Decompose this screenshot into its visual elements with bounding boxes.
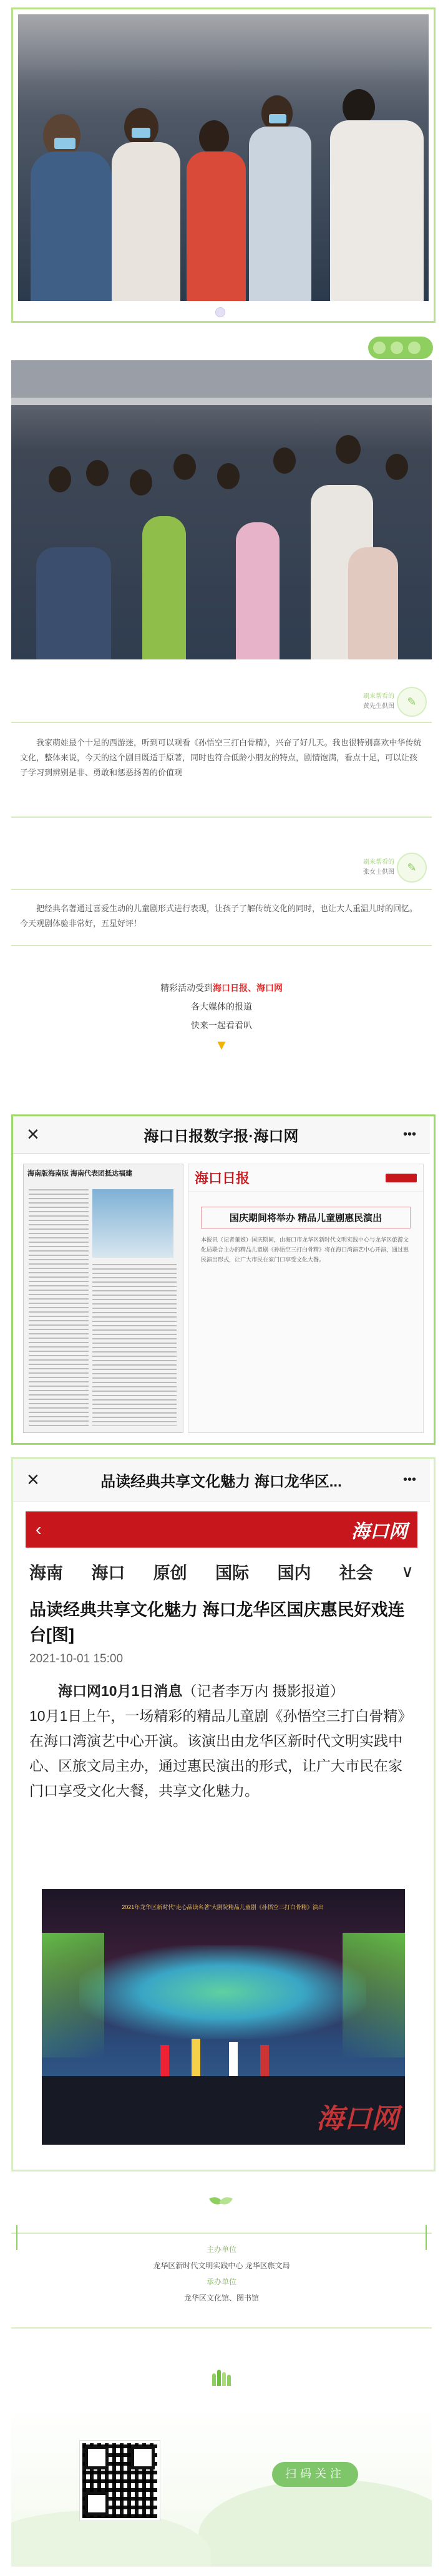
nav-item-hainan[interactable]: 海南 (29, 1563, 63, 1582)
avatar-badge-icon: ✎ (397, 687, 427, 717)
promo-line-3: 快来一起看看叭 (191, 1020, 252, 1030)
close-icon[interactable]: × (27, 1468, 39, 1491)
watermark: 海口网 (316, 2103, 399, 2135)
undertaker-label: 承办单位 (206, 2277, 236, 2286)
quote-2-name-label: 刷来帮看的 (363, 859, 394, 866)
page-title: 品读经典共享文化魅力 海口龙华区... (100, 1473, 342, 1490)
follow-button[interactable] (272, 2462, 358, 2487)
quote-2-text: 把经典名著通过喜爱生动的儿童剧形式进行表现，让孩子了解传统文化的同时，也让大人重温儿时的回忆。今天观剧体验非常好，五星好评！ (20, 904, 418, 928)
theater-audience-photo-2 (11, 360, 432, 659)
pin-icon (16, 2225, 24, 2250)
close-icon[interactable]: × (27, 1123, 39, 1146)
body-lead: 海口网10月1日消息 (58, 1683, 183, 1699)
newspaper-page (23, 1164, 183, 1433)
carousel-dot (215, 307, 225, 317)
avatar-badge-icon: ✎ (397, 853, 427, 883)
down-arrow-icon: ▼ (215, 1037, 228, 1053)
promo-line-1: 精彩活动受到海口日报、海口网 (160, 983, 283, 993)
article-headline: 国庆期间将举办 精品儿童剧惠民演出 (201, 1207, 411, 1228)
pin-icon (419, 2225, 427, 2250)
red-tab-icon (386, 1174, 417, 1182)
more-icon[interactable]: ••• (402, 1473, 416, 1487)
body-text: 10月1日上午，一场精彩的精品儿童剧《孙悟空三打白骨精》在海口湾演艺中心开演。该演出由龙华区新时代文明实践中心、区旅文局主办，通过惠民演出的形式，让广大市民在家门口享受文化大餐，共享文化魅力。 (29, 1708, 412, 1799)
leaf-icon (210, 2194, 233, 2209)
nav-item-original[interactable]: 原创 (153, 1563, 187, 1582)
promo-line-2: 各大媒体的报道 (191, 1002, 252, 1012)
quote-2-caption: 张女士供图 (363, 869, 394, 876)
quote-2-divider (11, 889, 432, 890)
article-date: 2021-10-01 15:00 (29, 1652, 124, 1665)
chevron-down-icon[interactable]: ∨ (401, 1561, 414, 1581)
back-icon[interactable]: ‹ (36, 1520, 42, 1539)
photo-frame-1 (11, 7, 436, 323)
screenshot-haikou-daily (11, 1114, 436, 1445)
newspaper-logo: 海口日报 (195, 1171, 250, 1187)
organizer-label: 主办单位 (206, 2245, 236, 2254)
grass-icon (211, 2368, 232, 2386)
stage-banner: 2021年龙华区新时代"走心品读名著"大剧院精品儿童剧《孙悟空三打白骨精》演出 (122, 1904, 324, 1910)
quote-1-box (11, 730, 432, 810)
nav-item-society[interactable]: 社会 (339, 1563, 373, 1582)
quote-1-text: 我家萌娃最个十足的西游迷，听到可以观看《孙悟空三打白骨精》，兴奋了好几天。我也很特别喜欢中华传统文化，整体来说，今天的这个剧目既适于原著，同时也符合低龄小朋友的特点，剧情饱满，看点十足，可以让孩子学习到辨别是非、勇敢和惩恶扬善的价值观 (20, 738, 422, 777)
quote-1-name-label: 刷来帮看的 (363, 693, 394, 700)
site-logo: 海口网 (351, 1521, 407, 1543)
quote-2-box (11, 898, 432, 941)
quote-1-bottom-divider (11, 816, 432, 818)
nav-item-haikou[interactable]: 海口 (91, 1563, 125, 1582)
promo-block (0, 979, 443, 1056)
article-lead: 本报讯（记者董娘）国庆期间，由海口市龙华区新时代文明实践中心与龙华区旅游文化局联合主办的精品儿童剧《孙悟空三打白骨精》将在海口湾演艺中心开演，通过惠民演出形式，让广大市民在家门口享受文化大餐。 (201, 1237, 409, 1263)
follow-section (11, 2405, 432, 2567)
newspaper-sub-headline: 海南版海南版 海南代表团抵达福建 (27, 1170, 133, 1177)
theater-audience-photo-1 (18, 14, 429, 301)
nav-item-international[interactable]: 国际 (215, 1563, 250, 1582)
article-panel (188, 1164, 424, 1433)
nav-item-domestic[interactable]: 国内 (277, 1563, 311, 1582)
organizer: 龙华区新时代文明实践中心 龙华区旅文局 (153, 2261, 290, 2270)
page-title: 海口日报数字报·海口网 (144, 1128, 299, 1145)
quote-1-divider (11, 722, 432, 723)
site-header (26, 1511, 417, 1548)
quote-2-author (324, 853, 431, 884)
qr-code[interactable] (80, 2441, 160, 2521)
more-icon[interactable]: ••• (402, 1128, 416, 1141)
quote-2-bottom-divider (11, 945, 432, 946)
screenshot-haikou-net (11, 1457, 436, 2171)
browser-titlebar (13, 1116, 430, 1154)
article-body (29, 1678, 416, 1803)
body-reporter: （记者李万内 摄影报道） (182, 1683, 344, 1699)
promo-highlight: 海口日报、海口网 (213, 983, 283, 993)
article-title: 品读经典共享文化魅力 海口龙华区国庆惠民好戏连台[图] (29, 1601, 405, 1644)
stage-performance-photo (42, 1889, 405, 2145)
channel-nav (26, 1553, 417, 1590)
footer-credits (11, 2233, 432, 2329)
follow-label: 扫码关注 (285, 2468, 345, 2481)
quote-1-author (324, 687, 431, 718)
mountain-decoration (198, 2479, 432, 2567)
undertaker: 龙华区文化馆、图书馆 (183, 2294, 259, 2302)
quote-1-caption: 黄先生供图 (363, 703, 394, 710)
browser-titlebar (13, 1459, 430, 1501)
